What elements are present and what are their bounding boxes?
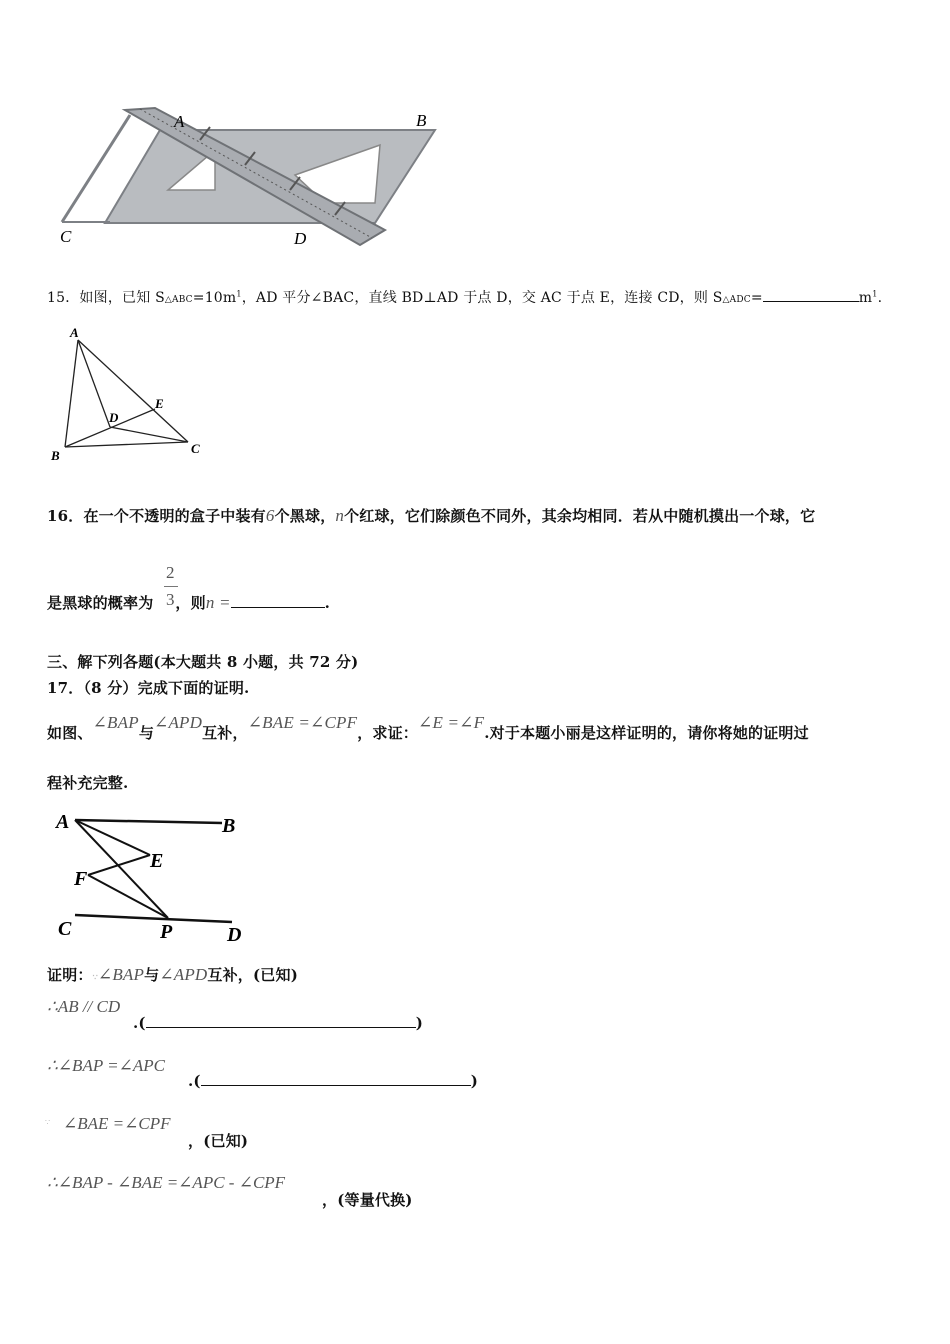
section-3-title: 三、解下列各题(本大题共 8 小题，共 72 分) (47, 653, 359, 671)
q17-line1-d: ，求证： (357, 724, 419, 742)
proof-line-1 (47, 964, 298, 985)
proof-line-5: ，(等量代换) (322, 1191, 413, 1209)
proof1-c: 互补，(已知) (207, 966, 299, 984)
q15-text-d: = (750, 290, 763, 306)
question-16-line1 (47, 505, 815, 526)
proof1-m2: ∠APD (159, 965, 208, 984)
fig15-label-e: E (155, 396, 164, 411)
q17-m2: ∠APD (154, 713, 203, 732)
q15-text-f: . (877, 290, 883, 306)
fig17-label-d: D (227, 924, 242, 946)
q15-text-e: m (858, 290, 873, 306)
q15-number: 15． (47, 290, 80, 306)
q15-sup2: 1 (872, 289, 878, 299)
q16-line1-a: 16．在一个不透明的盒子中装有 (47, 507, 266, 525)
fig14-label-d: D (294, 229, 307, 248)
fig17-label-e: E (150, 850, 164, 872)
fig14-label-c: C (60, 227, 72, 246)
q16-n-eq: n = (205, 593, 231, 612)
proof3-reason-blank[interactable] (201, 1071, 471, 1086)
q17-m4: ∠E =∠F (418, 713, 485, 732)
proof4-mark: ∵ (45, 1118, 51, 1127)
q15-answer-blank[interactable] (763, 287, 859, 302)
fig14-label-b: B (416, 111, 427, 130)
q17-line1-c: 互补， (202, 724, 248, 742)
q15-text-a: 如图，已知 S (79, 290, 165, 306)
q15-text-c: ，AD 平分∠BAC，直线 BD⊥AD 于点 D，交 AC 于点 E，连接 CD，则 S (241, 290, 723, 306)
proof1-m1: ∠BAP (97, 965, 145, 984)
question-16-line2 (47, 592, 330, 613)
q17-line1-e: .对于本题小丽是这样证明的，请你将她的证明过 (484, 724, 809, 742)
q17-line2: 程补充完整. (47, 774, 129, 792)
proof3-math: ∴∠BAP =∠APC (47, 1056, 165, 1075)
fig15-label-b: B (51, 448, 60, 463)
fig15-label-a: A (70, 325, 79, 340)
q16-line1-c: 个红球，它们除颜色不同外，其余均相同．若从中随机摸出一个球，它 (344, 507, 816, 525)
proof-line-4: ，(已知) (188, 1132, 249, 1150)
q17-line1-a: 如图、 (47, 724, 93, 742)
q17-number: 17．（8 分）完成下面的证明. (47, 679, 250, 697)
fig17-label-a: A (56, 811, 70, 833)
q15-sup1: 1 (236, 289, 242, 299)
q16-frac-numerator: 2 (166, 563, 175, 582)
proof1-a: 证明： (47, 966, 93, 984)
q15-sub2: △ADC (722, 295, 751, 305)
fig17-label-p: P (160, 921, 173, 943)
proof2-reason-blank[interactable] (146, 1013, 416, 1028)
q16-frac-denominator: 3 (166, 590, 175, 609)
q16-var-n: n (335, 506, 345, 525)
q16-frac-bar (164, 586, 178, 587)
q16-answer-blank[interactable] (231, 593, 325, 608)
q17-line1 (47, 712, 809, 742)
q16-num-6: 6 (265, 506, 275, 525)
fig17-label-c: C (58, 918, 72, 940)
proof-line-3 (188, 1071, 478, 1090)
question-15 (47, 287, 882, 307)
q15-text-b: =10m (192, 290, 237, 306)
q15-sub1: △ABC (164, 295, 193, 305)
parallel-lines-figure (50, 805, 260, 950)
proof2-a: .( (133, 1014, 146, 1032)
triangle-abc-figure (45, 322, 220, 467)
fig15-label-c: C (191, 441, 200, 456)
q17-m3: ∠BAE =∠CPF (247, 713, 358, 732)
fig14-label-a: A (174, 112, 185, 131)
q17-line1-b: 与 (138, 724, 155, 742)
proof1-b: 与 (144, 966, 160, 984)
ruler-triangle-figure (50, 105, 450, 255)
proof2-math: ∴AB // CD (47, 997, 121, 1016)
proof1-mark: ∵ (92, 972, 98, 982)
q16-line2-a: 是黑球的概率为 (47, 594, 154, 612)
q16-line1-b: 个黑球， (274, 507, 336, 525)
proof3-b: ) (470, 1072, 479, 1090)
q16-line2-b: ，则 (175, 594, 206, 612)
proof2-b: ) (415, 1014, 424, 1032)
fig15-label-d: D (109, 410, 119, 425)
proof3-a: .( (188, 1072, 201, 1090)
q16-line2-c: . (324, 594, 331, 612)
proof4-math: ∠BAE =∠CPF (63, 1114, 171, 1133)
q17-m1: ∠BAP (92, 713, 139, 732)
fig17-label-f: F (74, 868, 88, 890)
proof5-math: ∴∠BAP - ∠BAE =∠APC - ∠CPF (47, 1173, 286, 1192)
proof-line-2 (133, 1013, 423, 1032)
fig17-label-b: B (222, 815, 236, 837)
